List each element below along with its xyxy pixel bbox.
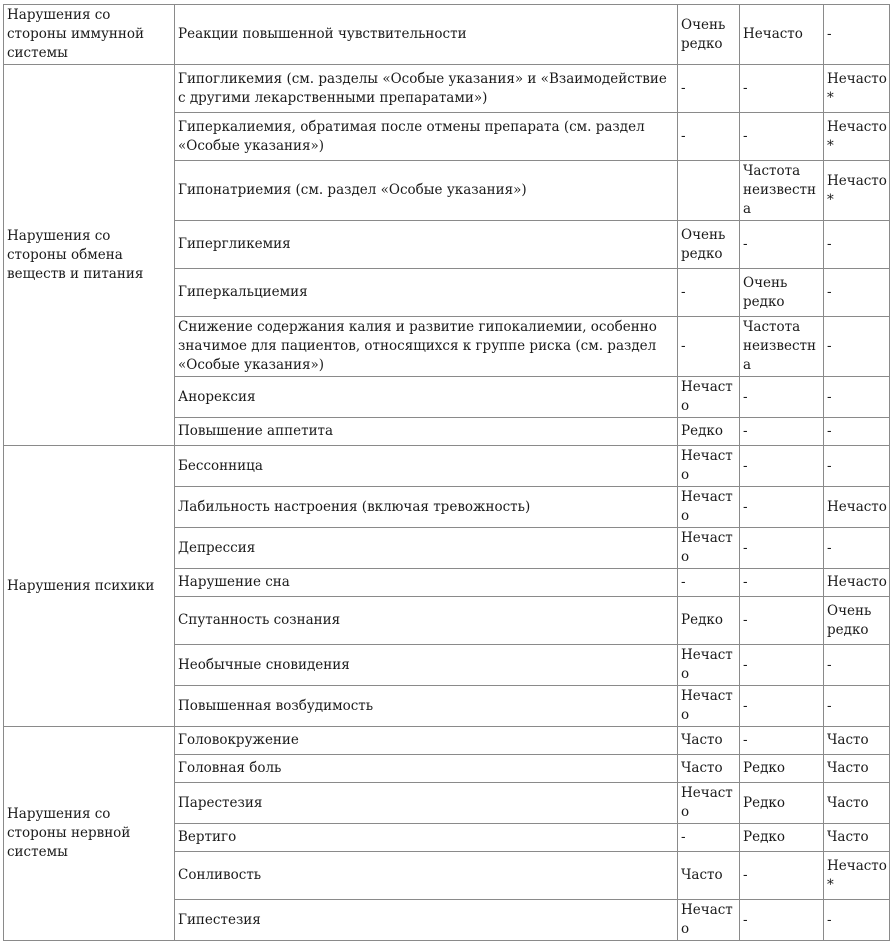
frequency-cell-3: Нечасто * [824,852,890,900]
effect-cell: Повышение аппетита [175,418,678,446]
frequency-cell-1: Нечасто [678,645,740,686]
effect-cell: Реакции повышенной чувствительности [175,5,678,65]
effect-cell: Головокружение [175,727,678,755]
effect-cell: Снижение содержания калия и развитие гипокалиемии, особенно значимое для пациентов, относящихся к группе риска (см. раздел «Особые указания») [175,317,678,377]
frequency-cell-2: - [740,852,824,900]
frequency-cell-3: - [824,269,890,317]
frequency-cell-2: Частота неизвестна [740,317,824,377]
frequency-cell-1: Нечасто [678,487,740,528]
frequency-cell-2: Редко [740,783,824,824]
frequency-cell-3: Нечасто * [824,65,890,113]
frequency-cell-1: Часто [678,852,740,900]
frequency-cell-3: Нечасто [824,569,890,597]
effect-cell: Гипонатриемия (см. раздел «Особые указания») [175,161,678,221]
frequency-cell-2: - [740,65,824,113]
frequency-cell-1: Очень редко [678,221,740,269]
frequency-cell-2: - [740,446,824,487]
frequency-cell-3: Нечасто * [824,113,890,161]
effect-cell: Гипергликемия [175,221,678,269]
frequency-cell-2: - [740,377,824,418]
frequency-cell-2: - [740,221,824,269]
frequency-cell-3: - [824,5,890,65]
table-row [4,446,890,487]
frequency-cell-3: Часто [824,755,890,783]
effect-cell: Нарушение сна [175,569,678,597]
effect-cell: Спутанность сознания [175,597,678,645]
effect-cell: Бессонница [175,446,678,487]
frequency-cell-2: - [740,645,824,686]
frequency-cell-3: Нечасто * [824,161,890,221]
frequency-cell-2: Очень редко [740,269,824,317]
frequency-cell-3: - [824,528,890,569]
frequency-cell-1: Часто [678,727,740,755]
frequency-cell-3: Очень редко [824,597,890,645]
frequency-cell-2: Редко [740,755,824,783]
effect-cell: Головная боль [175,755,678,783]
frequency-cell-1: Нечасто [678,686,740,727]
table-body [4,5,890,941]
frequency-cell-2: - [740,113,824,161]
frequency-cell-2: - [740,418,824,446]
frequency-cell-3: - [824,645,890,686]
effect-cell: Вертиго [175,824,678,852]
effect-cell: Сонливость [175,852,678,900]
frequency-cell-1: - [678,317,740,377]
frequency-cell-2: - [740,727,824,755]
frequency-cell-1: Редко [678,418,740,446]
frequency-cell-3: - [824,317,890,377]
frequency-cell-1: - [678,269,740,317]
effect-cell: Лабильность настроения (включая тревожность) [175,487,678,528]
frequency-cell-3: - [824,221,890,269]
frequency-cell-3: - [824,377,890,418]
effect-cell: Гипестезия [175,900,678,941]
effect-cell: Необычные сновидения [175,645,678,686]
frequency-cell-3: Часто [824,824,890,852]
effect-cell: Гиперкальциемия [175,269,678,317]
effect-cell: Повышенная возбудимость [175,686,678,727]
frequency-cell-1: Нечасто [678,783,740,824]
effect-cell: Гиперкалиемия, обратимая после отмены препарата (см. раздел «Особые указания») [175,113,678,161]
frequency-cell-3: - [824,418,890,446]
frequency-cell-2: - [740,900,824,941]
frequency-cell-1: Нечасто [678,377,740,418]
table-row [4,65,890,113]
frequency-cell-1: Очень редко [678,5,740,65]
category-cell: Нарушения со стороны нервной системы [4,727,175,941]
frequency-cell-1: Часто [678,755,740,783]
frequency-cell-2: - [740,569,824,597]
frequency-cell-1: Нечасто [678,528,740,569]
frequency-cell-3: - [824,446,890,487]
frequency-cell-3: Часто [824,727,890,755]
frequency-cell-1: Нечасто [678,446,740,487]
frequency-cell-3: Часто [824,783,890,824]
category-cell: Нарушения со стороны обмена веществ и питания [4,65,175,446]
frequency-cell-1: Редко [678,597,740,645]
frequency-cell-2: Частота неизвестна [740,161,824,221]
frequency-cell-3: - [824,686,890,727]
frequency-cell-1 [678,161,740,221]
effect-cell: Депрессия [175,528,678,569]
frequency-cell-2: - [740,686,824,727]
effect-cell: Анорексия [175,377,678,418]
table-row [4,5,890,65]
frequency-cell-1: - [678,569,740,597]
frequency-cell-3: - [824,900,890,941]
adverse-effects-table [3,4,890,941]
frequency-cell-1: - [678,65,740,113]
frequency-cell-1: - [678,824,740,852]
effect-cell: Гипогликемия (см. разделы «Особые указания» и «Взаимодействие с другими лекарственными препаратами») [175,65,678,113]
frequency-cell-2: - [740,528,824,569]
frequency-cell-2: Нечасто [740,5,824,65]
category-cell: Нарушения психики [4,446,175,727]
category-cell: Нарушения со стороны иммунной системы [4,5,175,65]
frequency-cell-2: - [740,487,824,528]
effect-cell: Парестезия [175,783,678,824]
frequency-cell-2: - [740,597,824,645]
frequency-cell-2: Редко [740,824,824,852]
table-row [4,727,890,755]
frequency-cell-3: Нечасто [824,487,890,528]
frequency-cell-1: - [678,113,740,161]
frequency-cell-1: Нечасто [678,900,740,941]
